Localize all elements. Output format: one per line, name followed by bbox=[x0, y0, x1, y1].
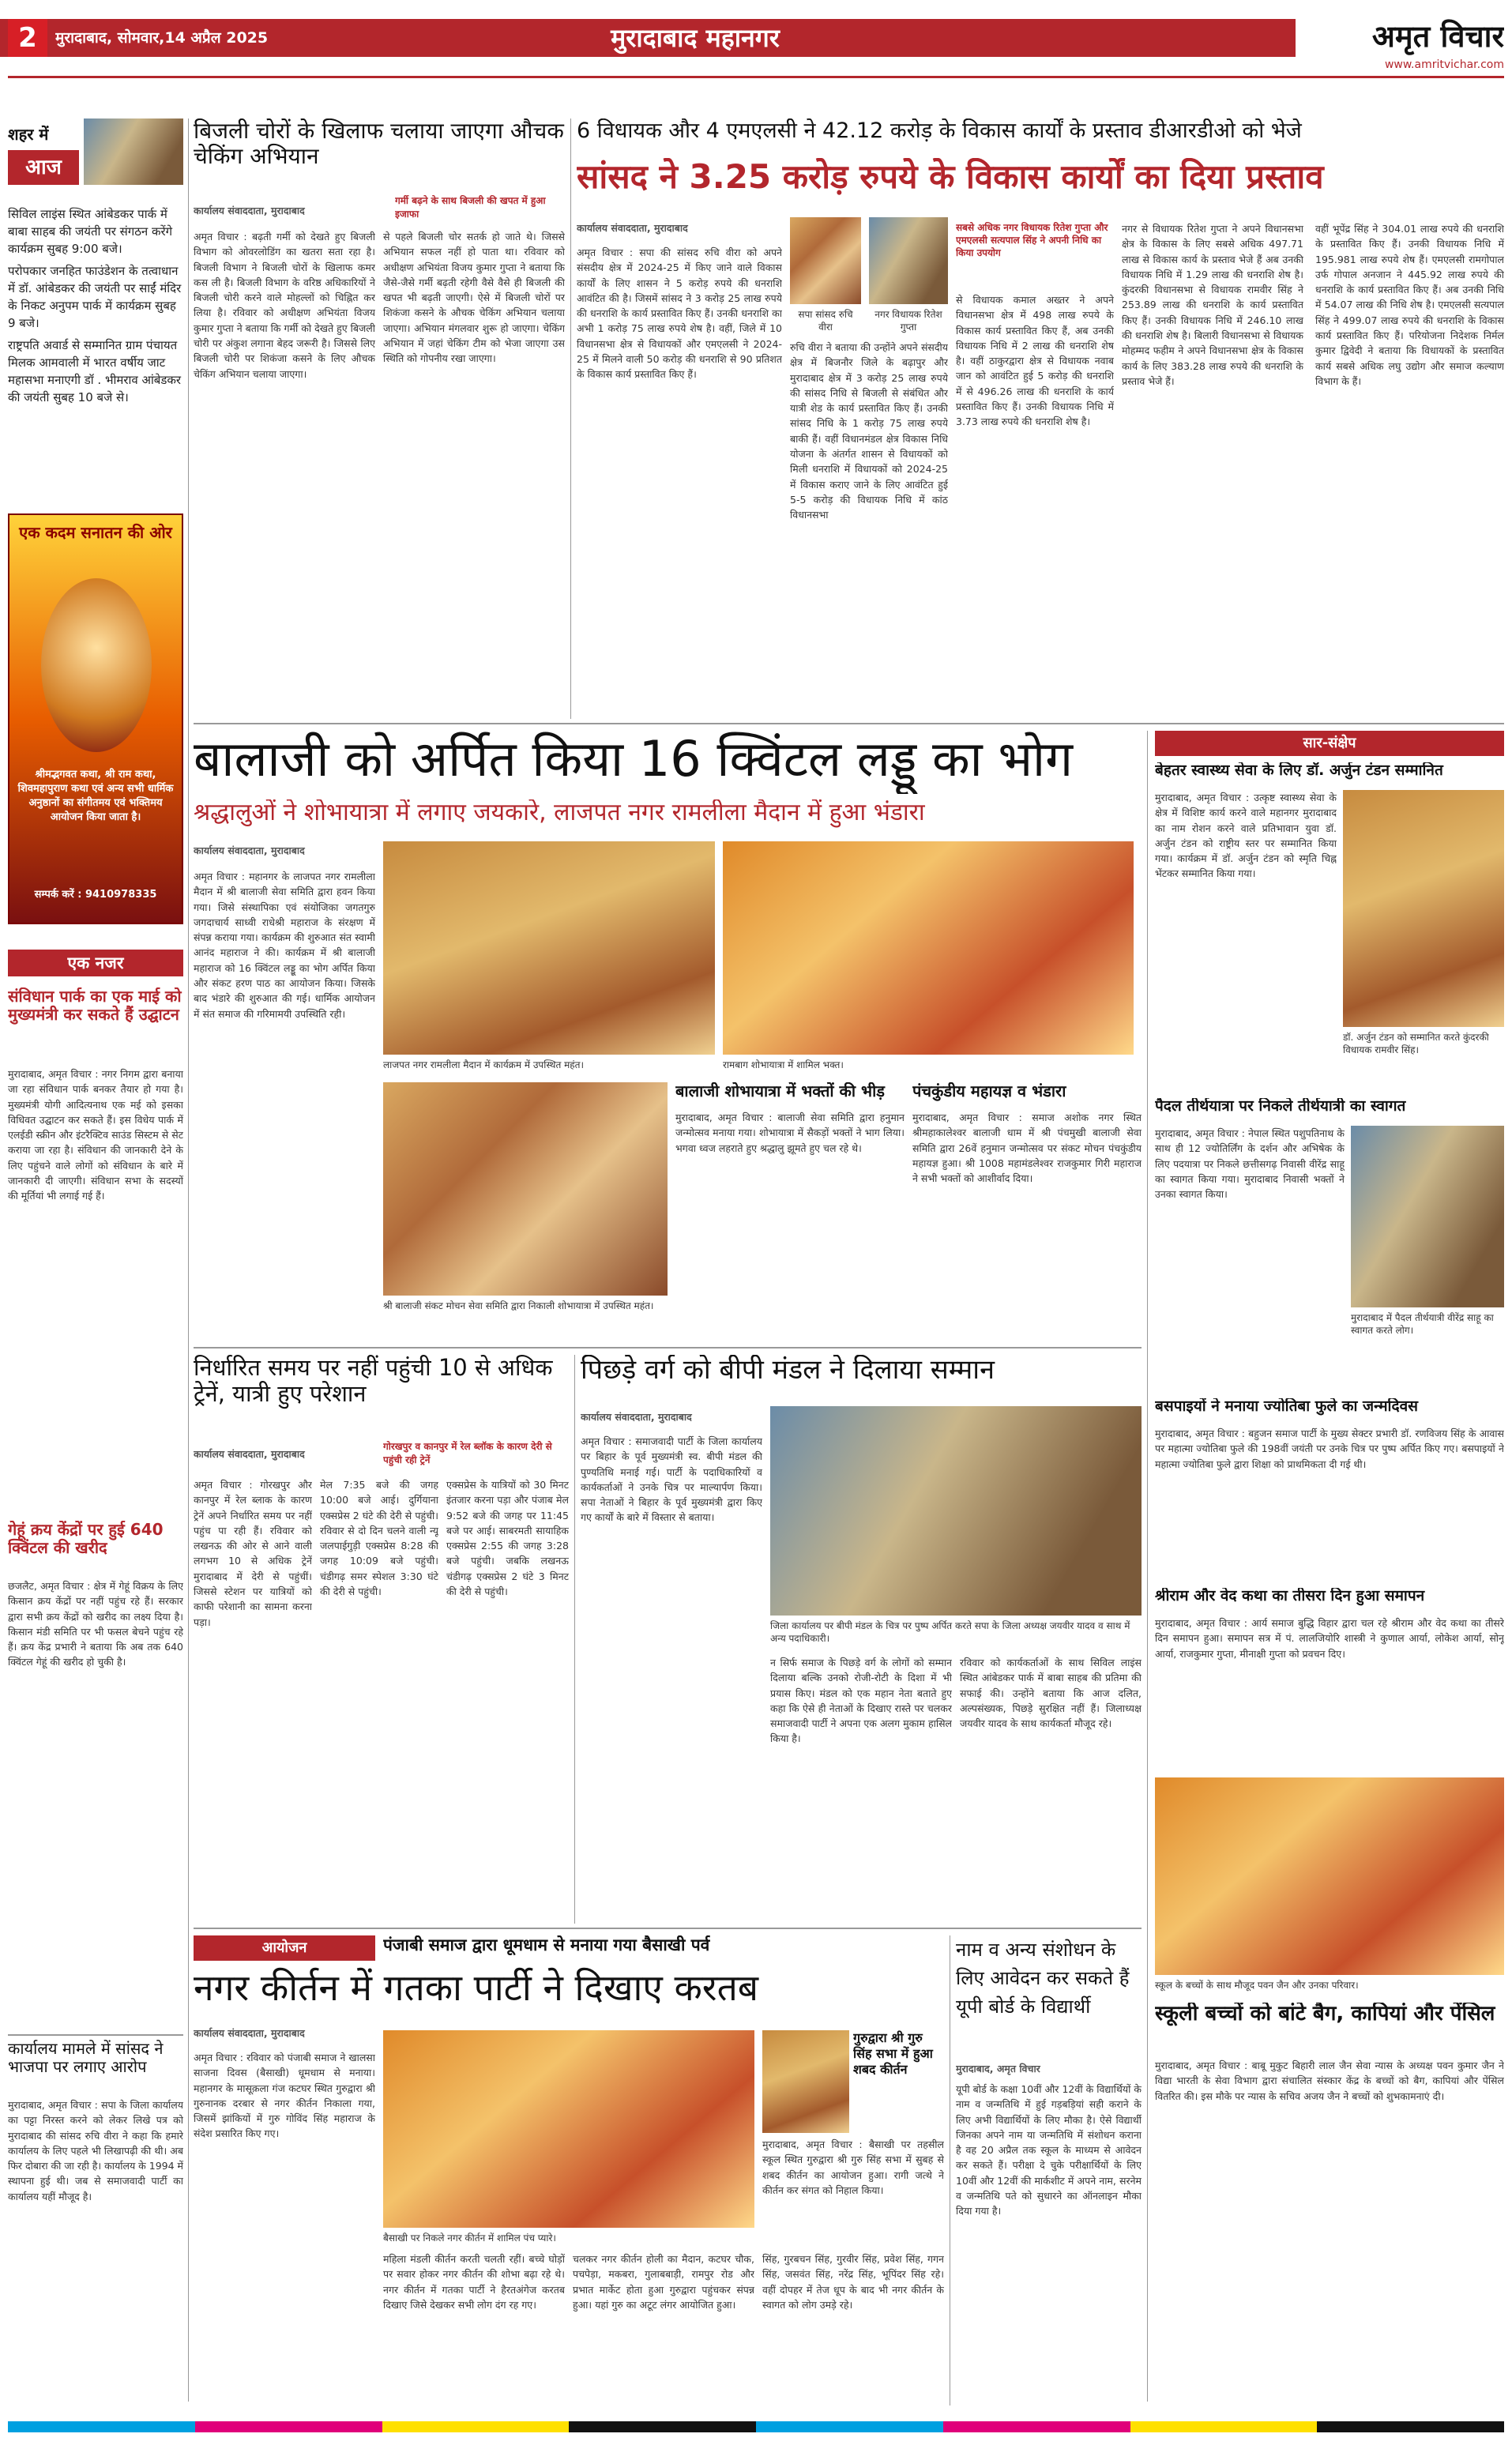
photo-caption: रामबाग शोभायात्रा में शामिल भक्त। bbox=[723, 1059, 844, 1070]
event-item: परोपकार जनहित फाउंडेशन के तत्वाधान में डॉ. आंबेडकर की जयंती पर साईं मंदिर के निकट अनुपम पार्क में कार्यक्रम सुबह 9 बजे। bbox=[8, 264, 182, 330]
byline: कार्यालय संवाददाता, मुरादाबाद bbox=[577, 222, 688, 234]
mla-photo bbox=[869, 217, 948, 304]
column-divider bbox=[574, 1355, 575, 1924]
headline: पिछड़े वर्ग को बीपी मंडल ने दिलाया सम्मान bbox=[581, 1355, 995, 1386]
event-item: सिविल लाइंस स्थित आंबेडकर पार्क में बाबा साहब की जयंती पर संगठन करेंगे कार्यक्रम सुबह 9:00 बजे। bbox=[8, 207, 173, 256]
byline: कार्यालय संवाददाता, मुरादाबाद bbox=[194, 2027, 305, 2039]
city-today-box bbox=[8, 118, 183, 190]
page-number: 2 bbox=[8, 19, 47, 57]
brief-title: संविधान पार्क का एक माई को मुख्यमंत्री कर सकते हैं उद्घाटन bbox=[8, 987, 182, 1024]
article-body: अमृत विचार : महानगर के लाजपत नगर रामलीला मैदान में श्री बालाजी सेवा समिति द्वारा हवन किया गया। जिसे संस्थापिका एवं संयोजिका जगतगुरु जगदाचार्य साध्वी राधेश्री महाराज के संरक्षण में संपन्न कराया गया। कार्यक्रम की शुरुआत संत स्वामी आनंद महाराज ने की। कार्यक्रम में श्री बालाजी महाराज को 16 क्विंटल लड्डू का भोग अर्पित किया और संकट हरण पाठ का आयोजन किया। जिसके बाद भंडारे की शुरुआत की गई। धार्मिक आयोजन में संत समाज की गरिमामयी उपस्थिति रही। bbox=[194, 871, 375, 1020]
brief-body: मुरादाबाद, अमृत विचार : उत्कृष्ट स्वास्थ्य सेवा के क्षेत्र में विशिष्ट कार्य करने वाले महानगर मुरादाबाद का नाम रोशन करने वाले प्रतिभावान युवा डॉ. अर्जुन टंडन को राष्ट्रीय स्तर पर सम्मानित किया गया। कार्यक्रम में डॉ. अर्जुन टंडन को स्मृति चिह्न भेंटकर सम्मानित किया गया। bbox=[1155, 792, 1337, 880]
byline: कार्यालय संवाददाता, मुरादाबाद bbox=[194, 844, 305, 856]
balaji-photo bbox=[723, 841, 1134, 1055]
brief-body: मुरादाबाद, अमृत विचार : बाबू मुकुट बिहारी लाल जैन सेवा न्यास के अध्यक्ष पवन कुमार जैन ने विद्या भारती के सेवा विभाग द्वारा संचालित संस्कार केंद्र के बच्चों को बैग, कापियां और पेंसिल वितरित की। इस मौके पर न्यास के सचिव अजय जैन ने बच्चों को शुभकामनाएं दी। bbox=[1155, 2059, 1504, 2102]
edition-date: मुरादाबाद, सोमवार,14 अप्रैल 2025 bbox=[55, 29, 269, 47]
column-divider bbox=[1147, 731, 1148, 2402]
byline: कार्यालय संवाददाता, मुरादाबाद bbox=[194, 205, 305, 216]
article-column: महिला मंडली कीर्तन करती चलती रहीं। बच्चे घोड़ों पर सवार होकर नगर कीर्तन की शोभा बढ़ा रहे थे। नगर कीर्तन में गतका पार्टी ने हैरतअंगेज करतब दिखाए जिसे देखकर सभी लोग दंग रह गए। bbox=[383, 2253, 565, 2311]
article-column: अमृत विचार : समाजवादी पार्टी के जिला कार्यालय पर बिहार के पूर्व मुख्यमंत्री स्व. बीपी मंडल की पुण्यतिथि मनाई गई। पार्टी के पदाधिकारियों व कार्यकर्ताओं ने उनके चित्र पर माल्यार्पण किया। सपा नेताओं ने बिहार के पूर्व मुख्यमंत्री द्वारा किए गए कार्यों के बारे में विस्तार से बताया। bbox=[581, 1435, 762, 1524]
saar-sankshep-label: सार-संक्षेप bbox=[1155, 731, 1504, 756]
event-item: राष्ट्रपति अवार्ड से सम्मानित ग्राम पंचायत मिलक आमवाली में भारत वर्षीय जाट महासभा मनाएगी डॉ . भीमराव आंबेडकर की जयंती सुबह 10 बजे से। bbox=[8, 338, 182, 404]
photo-caption: स्कूल के बच्चों के साथ मौजूद पवन जैन और उनका परिवार। bbox=[1155, 1980, 1359, 1991]
article-column: रुचि वीरा ने बताया की उन्होंने अपने संसदीय क्षेत्र में बिजनौर जिले के बढ़ापुर और मुरादाबाद क्षेत्र में 3 करोड़ 25 लाख रुपये की सांसद निधि से बिजली से संबंधित और यात्री शेड के कार्य प्रस्तावित किए हैं। उनकी सांसद निधि के 1 करोड़ 75 लाख रुपये बाकी हैं। वहीं विधानमंडल क्षेत्र विकास निधि योजना के अंतर्गत शासन से विधायकों को मिली धनराशि में विधायकों को 2024-25 में विकास कराए जाने के लिए आवंटित हुई 5-5 करोड़ की विधायक निधि में कांठ विधानसभा bbox=[790, 341, 948, 521]
subheadline: पंचकुंडीय महायज्ञ व भंडारा bbox=[912, 1082, 1066, 1100]
article-body: मुरादाबाद, अमृत विचार : समाज अशोक नगर स्थित श्रीमहाकालेश्वर बालाजी धाम में श्री पंचमुखी बालाजी सेवा समिति द्वारा 26वें हनुमान जन्मोत्सव पर संकट मोचन पंचकुंडीय महायज्ञ हुआ। श्री 1008 महामंडलेश्वर राजकुमार गिरी महाराज ने सभी भक्तों को आशीर्वाद दिया। bbox=[912, 1112, 1142, 1185]
article-column: अमृत विचार : सपा की सांसद रुचि वीरा को अपने संसदीय क्षेत्र में 2024-25 में किए जाने वाले विकास कार्यों के लिए शासन ने 5 करोड़ रुपये की धनराशि आवंटित की है। जिसमें सांसद ने 3 करोड़ 25 लाख रुपये की धनराशि के कार्य प्रस्तावित किए हैं। उनकी धनराशि का अभी 1 करोड़ 75 लाख रुपये शेष है। वहीं, जिले में 10 विधानसभा क्षेत्र से विधायकों और एमएलसी ने 2024-25 में मिलने वाली 50 करोड़ की धनराशि से 90 प्रतिशत के विकास कार्य प्रस्तावित किए हैं। bbox=[577, 246, 782, 381]
article-column: अमृत विचार : रविवार को पंजाबी समाज ने खालसा साजना दिवस (बैसाखी) धूमधाम से मनाया। महानगर के मासूक़ला गंज कटघर स्थित गुरुद्वारा श्री गुरुनानक दरबार से नगर कीर्तन निकाला गया, जिसमें झांकियों में गुरु गोविंद सिंह महाराज के संदेश प्रसारित किए गए। bbox=[194, 2052, 375, 2140]
headline: बालाजी को अर्पित किया 16 क्विंटल लड्डू का भोग bbox=[194, 731, 1073, 788]
pilgrim-photo bbox=[1351, 1126, 1504, 1307]
ek-nazar-label: एक नजर bbox=[8, 950, 183, 976]
divider bbox=[8, 2034, 183, 2036]
brief-body: मुरादाबाद, अमृत विचार : आर्य समाज बुद्धि विहार द्वारा चल रहे श्रीराम और वेद कथा का तीसरे दिन समापन हुआ। समापन सत्र में पं. लालजियोरि शास्त्री ने कुणाल आर्या, लोकेश आर्या, सोनू आर्या, राजकुमार गुप्ता, मीनाक्षी गुप्ता को प्रवचन दिए। bbox=[1155, 1617, 1504, 1660]
article-column: अमृत विचार : गोरखपुर और कानपुर में रेल ब्लाक के कारण ट्रेनें अपने निर्धारित समय पर नहीं पहुंच पा रही हैं। रविवार को लखनऊ की ओर से आने वाली लगभग 10 से अधिक ट्रेनें मुरादाबाद में देरी से पहुंचीं। जिससे स्टेशन पर यात्रियों को काफी परेशानी का सामना करना पड़ा। bbox=[194, 1479, 312, 1628]
balaji-photo bbox=[383, 841, 715, 1055]
shobhayatra-photo bbox=[383, 1082, 668, 1296]
headline: बिजली चोरों के खिलाफ चलाया जाएगा औचक चेकिंग अभियान bbox=[194, 118, 564, 170]
photo-caption: मुरादाबाद में पैदल तीर्थयात्री वीरेंद्र साहू का स्वागत करते लोग। bbox=[1351, 1312, 1494, 1336]
section-title: मुरादाबाद महानगर bbox=[611, 23, 780, 53]
byline: कार्यालय संवाददाता, मुरादाबाद bbox=[581, 1411, 692, 1423]
article-column: रविवार को कार्यकर्ताओं के साथ सिविल लाइंस स्थित आंबेडकर पार्क में बाबा साहब की प्रतिमा की सफाई की। उन्होंने बताया कि आज दलित, अल्पसंख्यक, पिछड़े सुरक्षित नहीं हैं। जिलाध्यक्ष जयवीर यादव के साथ कार्यकर्ता मौजूद रहे। bbox=[960, 1657, 1142, 1730]
photo-caption: सपा सांसद रुचि वीरा bbox=[798, 309, 853, 333]
article-column: सिंह, गुरबचन सिंह, गुरवीर सिंह, प्रवेश सिंह, गगन सिंह, जसवंत सिंह, नरेंद्र सिंह, भूपिंदर सिंह रहे। वहीं दोपहर में तेज धूप के बाद भी नगर कीर्तन के स्वागत को लोग उमड़े रहे। bbox=[762, 2253, 944, 2311]
photo-caption: डॉ. अर्जुन टंडन को सम्मानित करते कुंदरकी विधायक रामवीर सिंह। bbox=[1343, 1032, 1489, 1055]
ad-text: श्रीमद्भगवत कथा, श्री राम कथा, शिवमहापुराण कथा एवं अन्य सभी धार्मिक अनुष्ठानों का संगीतमय एवं भक्तिमय आयोजन किया जाता है। bbox=[17, 769, 174, 823]
byline: मुरादाबाद, अमृत विचार bbox=[956, 2063, 1040, 2074]
article-column: से विधायक कमाल अख्तर ने अपने विधानसभा क्षेत्र में 498 लाख रुपये के विकास कार्य प्रस्तावित किए हैं, अब उनकी विधायक निधि में 2 लाख की धनराशि शेष है। वहीं ठाकुरद्वारा क्षेत्र से विधायक नवाब जान को आवंटित हुई 5 करोड़ की धनराशि में से 496.26 लाख की धनराशि के कार्य प्रस्तावित किए हैं। उनकी विधायक निधि में 3.73 लाख रुपये की धनराशि शेष है। bbox=[956, 294, 1114, 428]
school-photo bbox=[1155, 1777, 1504, 1975]
article-body: मुरादाबाद, अमृत विचार : बालाजी सेवा समिति द्वारा हनुमान जन्मोत्सव मनाया गया। शोभायात्रा में सैकड़ों भक्तों ने भाग लिया। भगवा ध्वज लहराते हुए श्रद्धालु झूमते हुए चल रहे थे। bbox=[675, 1112, 905, 1154]
article-column: चलकर नगर कीर्तन होली का मैदान, कटघर चौक, पचपेड़ा, मकबरा, गुलाबबाड़ी, रामपुर रोड और प्रभात मार्केट होता हुआ गुरुद्वारा पहुंचकर संपन्न हुआ। यहां गुरु का अटूट लंगर आयोजित हुआ। bbox=[573, 2253, 754, 2311]
section-divider bbox=[194, 723, 1504, 724]
guru-portrait bbox=[41, 578, 152, 752]
article-column: मेल 7:35 बजे की जगह 10:00 बजे आई। दुर्गियाना एक्सप्रेस 2 घंटे की देरी से पहुंची। रविवार से दो दिन चलने वाली न्यू जलपाईगुड़ी एक्सप्रेस 8:28 की जगह 10:09 बजे पहुंची। चंडीगढ़ समर स्पेशल 3:30 घंटे की देरी से पहुंची। bbox=[320, 1479, 438, 1598]
ad-contact: सम्पर्क करें : 9410978335 bbox=[34, 889, 157, 901]
photo-caption: बैसाखी पर निकले नगर कीर्तन में शामिल पंच प्यारे। bbox=[383, 2232, 556, 2244]
brief-title: कार्यालय मामले में सांसद ने भाजपा पर लगाए आरोप bbox=[8, 2040, 164, 2076]
city-photo bbox=[84, 118, 183, 185]
section-divider bbox=[194, 1928, 1142, 1929]
article-column: मुरादाबाद, अमृत विचार : बैसाखी पर तहसील स्कूल स्थित गुरुद्वारा श्री गुरु सिंह सभा में सुबह से शबद कीर्तन का आयोजन हुआ। रागी जत्थे ने कीर्तन कर संगत को निहाल किया। bbox=[762, 2138, 944, 2196]
section-divider bbox=[194, 1347, 1142, 1349]
sidebar bbox=[8, 118, 183, 2406]
column-divider bbox=[188, 118, 189, 2402]
article-column: नगर से विधायक रितेश गुप्ता ने अपने विधानसभा क्षेत्र के विकास के लिए सबसे अधिक 497.71 लाख से विकास कार्य के प्रस्ताव भेजे हैं अब उनकी विधायक निधि में 1.29 लाख की धनराशि शेष है। कुंदरकी विधानसभा से विधायक रामवीर सिंह ने 253.89 लाख की धनराशि के कार्य प्रस्तावित किए हैं। उनकी विधायक निधि में 246.10 लाख की धनराशि शेष है। बिलारी विधानसभा से विधायक मोहम्मद फहीम ने अपने विधानसभा क्षेत्र के विकास कार्य के लिए 383.28 लाख रुपये की धनराशि के प्रस्ताव भेजे हैं। bbox=[1122, 223, 1303, 387]
color-registration-bar bbox=[8, 2421, 1504, 2432]
mp-photo bbox=[790, 217, 861, 304]
brief-body: मुरादाबाद, अमृत विचार : नगर निगम द्वारा बनाया जा रहा संविधान पार्क बनकर तैयार हो गया है। मुख्यमंत्री योगी आदित्यनाथ एक मई को इसका विधिवत उद्घाटन कर सकते हैं। इस विधेय पार्क में एलईडी स्क्रीन और इंटरैक्टिव साउंड सिस्टम से सेट कराया जा रहा है। संविधान की जानकारी देने के लिए पहुंचने वाले लोगों को संविधान के बारे में जानकारी दी जाएगी। संविधान सभा के सदस्यों की मूर्तियां भी लगाई गई हैं। bbox=[8, 1068, 183, 1202]
subheadline: बालाजी शोभायात्रा में भक्तों की भीड़ bbox=[675, 1082, 885, 1100]
today-label: आज bbox=[8, 150, 79, 185]
nagar-kirtan-photo bbox=[383, 2030, 754, 2228]
article-column: न सिर्फ समाज के पिछड़े वर्ग के लोगों को सम्मान दिलाया बल्कि उनको रोजी-रोटी के दिशा में भी प्रयास किए। मंडल को एक महान नेता बताते हुए कहा कि ऐसे ही नेताओं के दिखाए रास्ते पर चलकर समाजवादी पार्टी ने अपना एक अलग मुकाम हासिल किया है। bbox=[770, 1657, 952, 1745]
gurudwara-photo bbox=[762, 2030, 849, 2133]
headline: नगर कीर्तन में गतका पार्टी ने दिखाए करतब bbox=[194, 1967, 759, 2009]
aayojan-label: आयोजन bbox=[194, 1935, 375, 1961]
photo-caption: नगर विधायक रितेश गुप्ता bbox=[874, 309, 942, 333]
article-column: एक्सप्रेस के यात्रियों को 30 मिनट इंतजार करना पड़ा और पंजाब मेल 9:52 बजे की जगह पर 11:45 बजे पर आई। साबरमती सायाहिक एक्सप्रेस 2:55 की जगह 3:28 बजे पहुंची। जबकि लखनऊ चंडीगढ़ एक्सप्रेस 2 घंटे 3 मिनट की देरी से पहुंची। bbox=[446, 1479, 569, 1598]
brief-title: स्कूली बच्चों को बांटे बैग, कापियां और पेंसिल bbox=[1155, 2003, 1495, 2026]
tagline: सबसे अधिक नगर विधायक रितेश गुप्ता और एमएलसी सत्यपाल सिंह ने अपनी निधि का किया उपयोग bbox=[956, 222, 1108, 258]
subhead: श्रद्धालुओं ने शोभायात्रा में लगाए जयकारे, लाजपत नगर रामलीला मैदान में हुआ भंडारा bbox=[194, 799, 925, 826]
headline: निर्धारित समय पर नहीं पहुंची 10 से अधिक ट्रेनें, यात्री हुए परेशान bbox=[194, 1355, 553, 1408]
kicker: 6 विधायक और 4 एमएलसी ने 42.12 करोड़ के विकास कार्यों के प्रस्ताव डीआरडीओ को भेजे bbox=[577, 118, 1302, 143]
brief-title: श्रीराम और वेद कथा का तीसरा दिन हुआ समापन bbox=[1155, 1588, 1425, 1604]
sanatan-ad bbox=[8, 513, 183, 924]
brief-body: मुरादाबाद, अमृत विचार : नेपाल स्थित पशुपतिनाथ के साथ ही 12 ज्योतिर्लिंग के दर्शन और अभिषेक के लिए पदयात्रा पर निकले छत्तीसगढ़ निवासी वीरेंद्र साहू का स्वागत किया गया। मुरादाबाद निवासी भक्तों ने उनका स्वागत किया। bbox=[1155, 1127, 1345, 1201]
website-link[interactable]: www.amritvichar.com bbox=[1384, 58, 1504, 71]
brief-title: बेहतर स्वास्थ्य सेवा के लिए डॉ. अर्जुन टंडन सम्मानित bbox=[1155, 762, 1443, 779]
brief-body: छजलैट, अमृत विचार : क्षेत्र में गेहूं विक्रय के लिए किसान क्रय केंद्रों पर नहीं पहुंच रहे हैं। सरकार द्वारा सभी क्रय केंद्रों को खरीद का लक्ष्य दिया है। किसान मंडी समिति पर भी फसल बेचने पहुंच रहे हैं। क्रय केंद्र प्रभारी ने बताया कि अब तक 640 क्विंटल गेहूं की खरीद हो चुकी है। bbox=[8, 1580, 183, 1668]
award-photo bbox=[1343, 790, 1504, 1027]
ad-title: एक कदम सनातन की ओर bbox=[19, 523, 172, 542]
tagline: गर्मी बढ़ने के साथ बिजली की खपत में हुआ इजाफा bbox=[395, 195, 546, 220]
brief-body: मुरादाबाद, अमृत विचार : सपा के जिला कार्यालय का पट्टा निरस्त करने को लेकर लिखे पत्र को मुरादाबाद की सांसद रुचि वीरा ने कहा कि हमारे कार्यालय के लिए पहले भी लिखापढ़ी की थी। अब फिर दोबारा की जा रही है। कार्यालय के 1994 में स्थापना हुई थी। जब से समाजवादी पार्टी का कार्यालय यहीं मौजूद है। bbox=[8, 2099, 183, 2202]
tagline: गोरखपुर व कानपुर में रेल ब्लॉक के कारण देरी से पहुंची रही ट्रेनें bbox=[383, 1441, 552, 1465]
photo-caption: लाजपत नगर रामलीला मैदान में कार्यक्रम में उपस्थित महंत। bbox=[383, 1059, 585, 1070]
header-rule bbox=[8, 76, 1504, 78]
headline: नाम व अन्य संशोधन के लिए आवेदन कर सकते हैं यूपी बोर्ड के विद्यार्थी bbox=[956, 1939, 1130, 2018]
byline: कार्यालय संवाददाता, मुरादाबाद bbox=[194, 1448, 305, 1460]
column-divider bbox=[570, 118, 571, 719]
photo-caption: जिला कार्यालय पर बीपी मंडल के चित्र पर पुष्प अर्पित करते सपा के जिला अध्यक्ष जयवीर यादव व साथ में अन्य पदाधिकारी। bbox=[770, 1620, 1130, 1644]
article-column: से पहले बिजली चोर सतर्क हो जाते थे। जिससे अभियान सफल नहीं हो पाता था। रविवार को अधीक्षण अभियंता विजय कुमार गुप्ता ने बताया कि जैसे-जैसे गर्मी बढ़ती रहेगी वैसे वैसे ही बिजली की खपत भी बढ़ती जाएगी। ऐसे में बिजली चोरों पर शिकंजा कसने के औचक चेकिंग अभियान चलाया जाएगा। अभियान मंगलवार शुरू हो जाएगा। चेकिंग अभियान में जहां चेकिंग टीम को भेजा जाएगा उस स्थिति को गोपनीय रखा जाएगा। bbox=[383, 231, 565, 365]
brief-title: बसपाइयों ने मनाया ज्योतिबा फुले का जन्मदिवस bbox=[1155, 1398, 1418, 1415]
masthead-brand: अमृत विचार bbox=[1371, 19, 1504, 54]
photo-caption: श्री बालाजी संकट मोचन सेवा समिति द्वारा निकाली शोभायात्रा में उपस्थित महंत। bbox=[383, 1300, 654, 1311]
article-body: यूपी बोर्ड के कक्षा 10वीं और 12वीं के विद्यार्थियों के नाम व जन्मतिथि में हुई गड़बड़ियां सही कराने के लिए अभी विद्यार्थियों के लिए मौका है। ऐसे विद्यार्थी जिनका अपने नाम या जन्मतिथि में संशोधन कराना है वह 20 अप्रैल तक स्कूल के माध्यम से आवेदन कर सकते हैं। परीक्षा दे चुके परीक्षार्थियों के लिए 10वीं और 12वीं की मार्कशीट में अपने नाम, सरनेम व जन्मतिथि पते को सुधारने का ऑनलाइन मौका दिया गया है। bbox=[956, 2083, 1142, 2217]
article-column: अमृत विचार : बढ़ती गर्मी को देखते हुए बिजली विभाग को ओवरलोडिंग का खतरा सता रहा है। बिजली विभाग ने बिजली चोरों के खिलाफ कमर कस ली है। बिजली विभाग के वरिष्ठ अधिकारियों ने बिजली चोरी करने वाले मोहल्लों को चिह्नित कर लिया है। रविवार को अधीक्षण अभियंता विजय कुमार गुप्ता ने बताया कि गर्मी को देखते हुए बिजली चोरी पर अंकुश लगाना बेहद जरूरी है। जिससे लिए बिजली चोरी पर शिकंजा कसने के लिए औचक चेकिंग अभियान चलाया जाएगा। bbox=[194, 231, 375, 380]
brief-body: मुरादाबाद, अमृत विचार : बहुजन समाज पार्टी के मुख्य सेक्टर प्रभारी डॉ. रणविजय सिंह के आवास पर महात्मा ज्योतिबा फुले की 198वीं जयंती पर उनके चित्र पर पुष्प अर्पित किए गए। बसपाइयों ने महात्मा ज्योतिबा फुले द्वारा शिक्षा को प्राथमिकता दी गई थी। bbox=[1155, 1428, 1504, 1470]
brief-title: गेहूं क्रय केंद्रों पर हुई 640 क्विंटल की खरीद bbox=[8, 1521, 164, 1557]
city-label: शहर में bbox=[8, 125, 49, 144]
headline: सांसद ने 3.25 करोड़ रुपये के विकास कार्यों का दिया प्रस्ताव bbox=[577, 158, 1324, 196]
subheadline: गुरुद्वारा श्री गुरु सिंह सभा में हुआ शबद कीर्तन bbox=[853, 2030, 933, 2077]
article-column: वहीं भूपेंद्र सिंह ने 304.01 लाख रुपये की धनराशि के प्रस्तावित किए हैं। उनकी विधायक निधि में 195.981 लाख रुपये शेष हैं। एमएलसी रामगोपाल उर्फ गोपाल अनजान ने 445.92 लाख रुपये की धनराशि के कार्य प्रस्तावित किए हैं। अब उनकी निधि में 54.07 लाख की निधि शेष है। एमएलसी सत्यपाल सिंह ने 499.07 लाख रुपये की धनराशि के विकास कार्य प्रस्तावित किए हैं। परियोजना निदेशक निर्मल कुमार द्विवेदी ने बताया कि विधायकों के प्रस्तावित कार्य सबसे अधिक लघु उद्योग और समाज कल्याण विभाग के हैं। bbox=[1315, 223, 1504, 387]
brief-title: पैदल तीर्थयात्रा पर निकले तीर्थयात्री का स्वागत bbox=[1155, 1098, 1406, 1115]
kicker: पंजाबी समाज द्वारा धूमधाम से मनाया गया बैसाखी पर्व bbox=[383, 1935, 710, 1954]
bp-mandal-photo bbox=[770, 1406, 1142, 1616]
